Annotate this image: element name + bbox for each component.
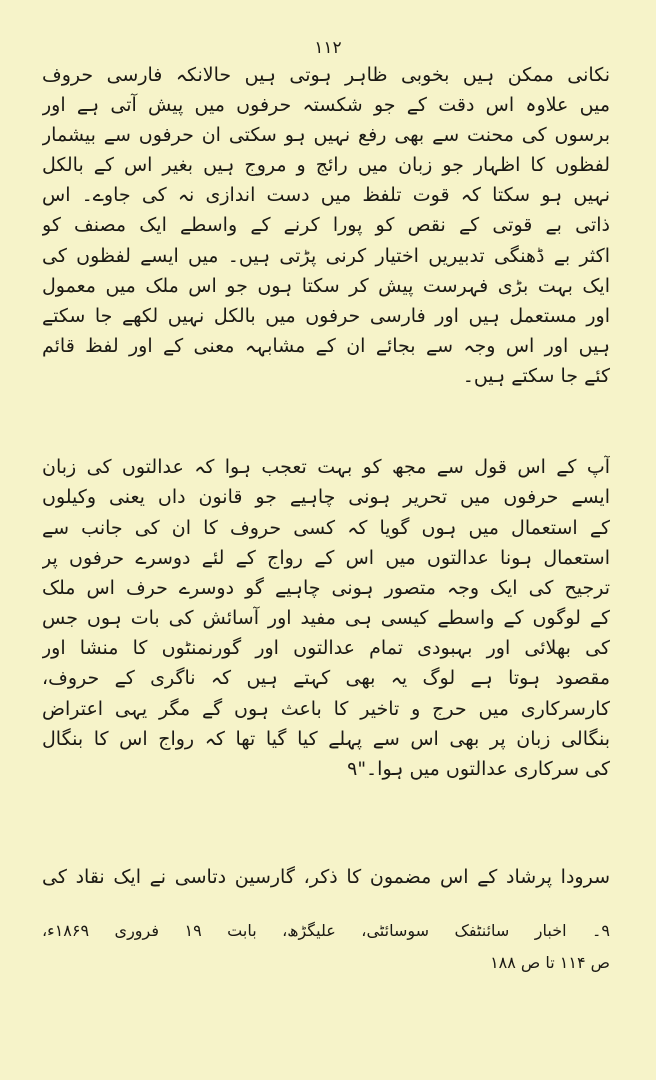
text-line: نہیں ہو سکتا کہ قوت تلفظ میں دست اندازی نہ کی جاوے۔ اس <box>42 184 610 206</box>
text-line: لفظوں کا اظہار جو زبان میں رائج و مروج ہیں بغیر اس کے بالکل <box>42 154 610 176</box>
text-line: ایک بہت بڑی فہرست پیش کر سکتا ہوں جو اس ملک میں معمول <box>42 275 610 297</box>
text-line: کی بھلائی اور بہبودی تمام عدالتوں اور گورنمنٹوں کا منشا اور <box>42 637 610 659</box>
text-line: ایسے حرفوں میں تحریر ہونی چاہیے جو قانون داں یعنی وکیلوں <box>42 486 610 508</box>
text-line: اور مستعمل ہیں اور فارسی حرفوں میں بالکل نہیں لکھے جا سکتے <box>42 305 610 327</box>
text-line: آپ کے اس قول سے مجھ کو بہت تعجب ہوا کہ عدالتوں کی زبان <box>42 456 610 478</box>
text-line: کی سرکاری عدالتوں میں ہوا۔"۹ <box>347 758 610 780</box>
text-line: سرودا پرشاد کے اس مضمون کا ذکر، گارسین دتاسی نے ایک نقاد کی <box>42 866 610 888</box>
text-line: کارسرکاری میں حرج و تاخیر کا باعث ہوں گے مگر یہی اعتراض <box>42 698 610 720</box>
page-number: ۱۱۲ <box>314 38 342 58</box>
footnote-line: ۹۔ اخبار سائنٹفک سوسائٹی، علیگڑھ، بابت ۱۹ فروری ۱۸۶۹ء، <box>42 921 610 940</box>
text-line: استعمال ہونا عدالتوں میں اس کے رواج کے لئے دوسرے حرفوں پر <box>42 547 610 569</box>
text-line: مقصود ہوتا ہے لوگ یہ بھی کہتے ہیں کہ ناگری کے حروف، <box>42 667 610 689</box>
text-line: نکانی ممکن ہیں بخوبی ظاہر ہوتی ہیں حالانکہ فارسی حروف <box>42 64 610 86</box>
text-line: بنگالی زبان پر بھی اس سے پہلے کیا گیا تھا کہ رواج اس کا بنگال <box>42 728 610 750</box>
text-line: کئے جا سکتے ہیں۔ <box>462 365 610 387</box>
text-line: میں علاوہ اس دقت کے جو شکستہ حرفوں میں پیش آتی ہے اور <box>42 94 610 116</box>
text-line: ذاتی بے قوتی کے نقص کو پورا کرنے کے واسطے ایک مصنف کو <box>42 214 610 236</box>
text-line: برسوں کی محنت سے بھی رفع نہیں ہو سکتی ان حرفوں سے بیشمار <box>42 124 610 146</box>
text-line: اکثر بے ڈھنگی تدبیریں اختیار کرنی پڑتی ہیں۔ میں ایسے لفظوں کی <box>42 245 610 267</box>
footnote-line: ص ۱۱۴ تا ص ۱۸۸ <box>490 953 610 972</box>
text-line: ہیں اور اس وجہ سے بجائے ان کے مشابہہ معنی کے اور لفظ قائم <box>42 335 610 357</box>
text-line: کے لوگوں کے واسطے کیسی ہی مفید اور آسائش کی بات ہوں جس <box>42 607 610 629</box>
text-line: ترجیح کی ایک وجہ متصور ہونی چاہیے گو دوسرے حرف اس ملک <box>42 577 610 599</box>
text-line: کے استعمال میں ہوں گویا کہ کسی حروف کا ان کی جانب سے <box>42 517 610 539</box>
